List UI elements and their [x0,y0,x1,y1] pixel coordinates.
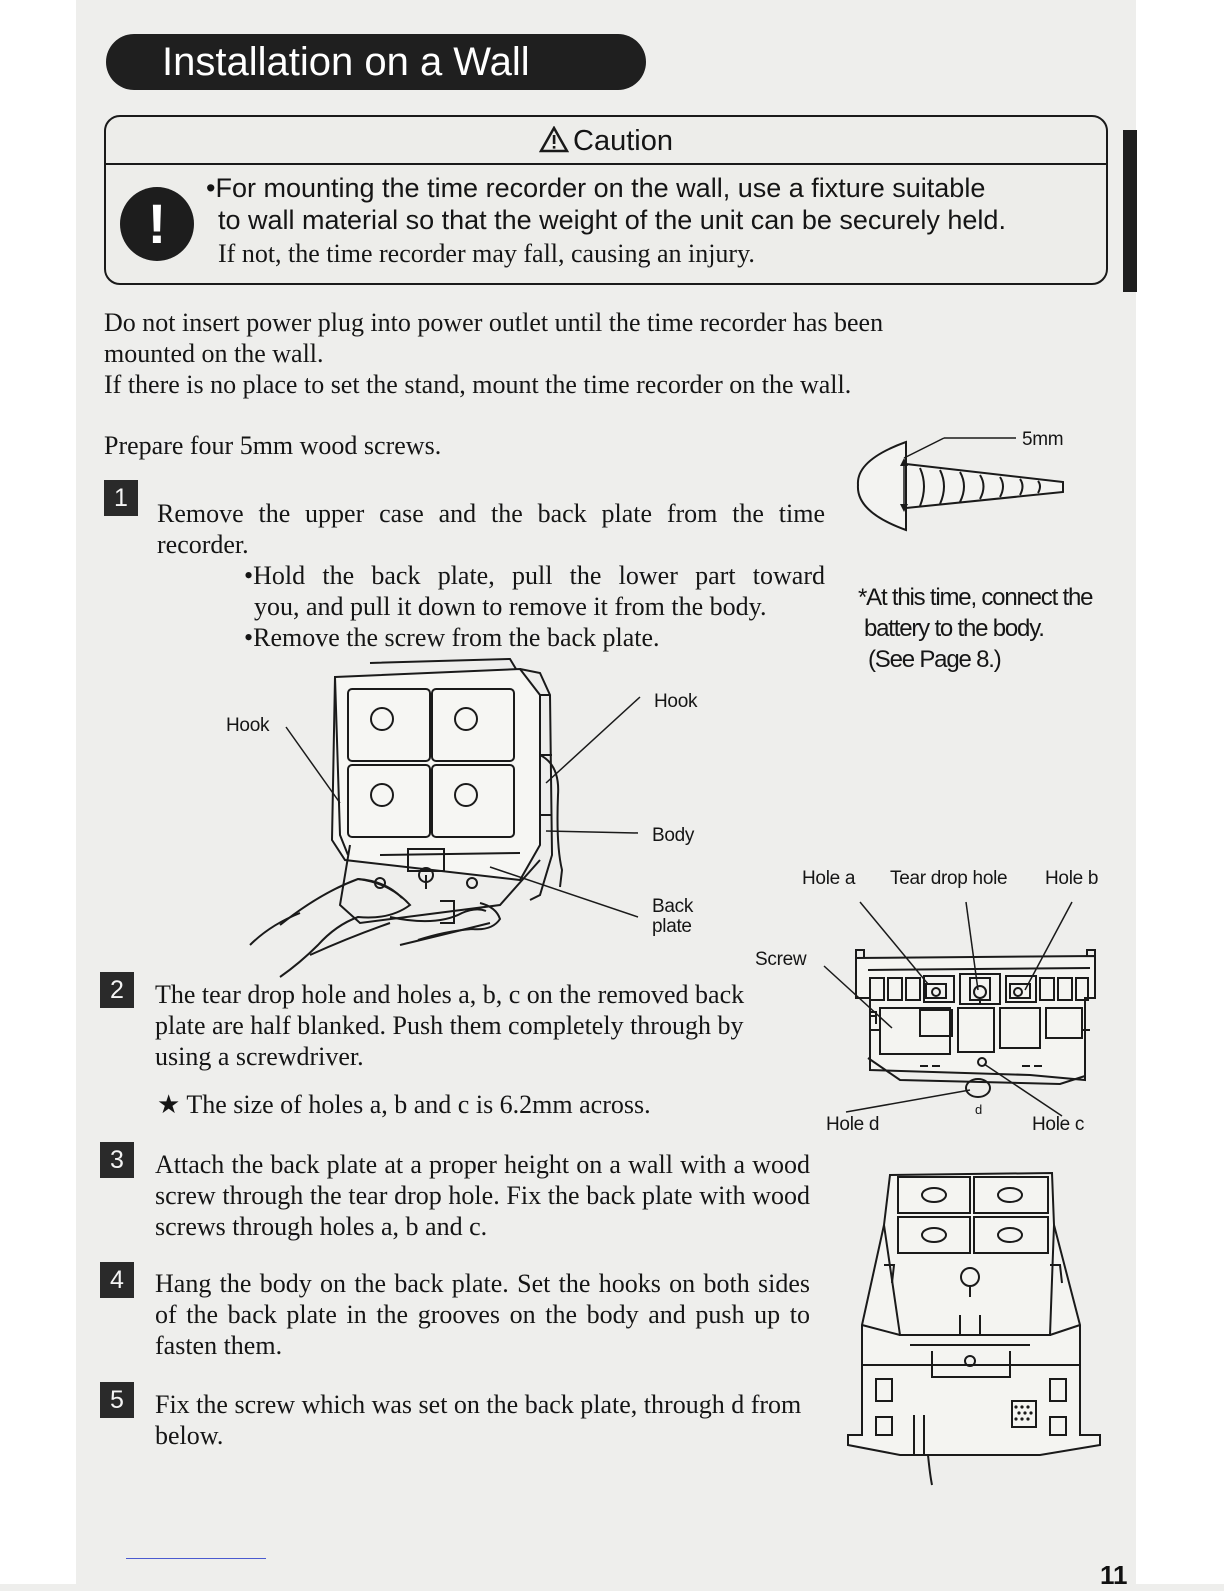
step-4-text: Hang the body on the back plate. Set the hooks on both sides of the back plate in the grooves on the body and push up to fasten them. [155,1269,810,1360]
step-1-text: Remove the upper case and the back plate from the time recorder. [157,499,825,559]
screw-dimension-label: 5mm [1022,429,1064,450]
figure1-back-plate-label-line1: Back [652,896,694,917]
caution-title: Caution [573,125,673,157]
step-1-bullet-1-line2: you, and pull it down to remove it from the body. [254,592,767,621]
figure2-hole-b-label: Hole b [1045,868,1099,889]
figure2-hole-d-label: Hole d [826,1114,880,1135]
section-thumb-tab [1123,130,1137,292]
caution-text-line1: •For mounting the time recorder on the wall, use a fixture suitable [206,173,986,203]
step-5-number: 5 [100,1382,134,1418]
warning-triangle-icon [539,126,569,153]
caution-box [104,115,1108,285]
step-5-text: Fix the screw which was set on the back plate, through d from below. [155,1390,802,1450]
caution-text-line3: If not, the time recorder may fall, causing an injury. [218,239,755,268]
caution-text-line2: to wall material so that the weight of the unit can be securely held. [218,205,1006,235]
remove-back-plate-illustration [240,655,660,975]
page-number: 11 [1100,1560,1128,1590]
figure2-screw-label: Screw [755,949,807,970]
step-3-number: 3 [100,1142,134,1178]
step-4-number: 4 [100,1262,134,1298]
figure1-back-plate-label-line2: plate [652,916,692,937]
page-title: Installation on a Wall [162,40,530,84]
step-1-note-line1: *At this time, connect the [858,584,1093,611]
intro-paragraph-1-line1: Do not insert power plug into power outlet until the time recorder has been [104,308,884,337]
page-right-margin [1136,0,1224,1584]
figure2-hole-c-label: Hole c [1032,1114,1085,1135]
step-2-note: ★ The size of holes a, b and c is 6.2mm across. [157,1090,651,1119]
step-1-note-line2: battery to the body. [864,615,1044,642]
page-left-margin [0,0,76,1584]
figure2-tear-drop-hole-label: Tear drop hole [890,868,1008,889]
step-2-text: The tear drop hole and holes a, b, c on the removed back plate are half blanked. Push them completely through by using a screwdriver. [155,980,745,1071]
figure2-d-label: d [975,1102,982,1117]
figure1-hook-right-label: Hook [654,691,698,712]
caution-header [106,117,1106,165]
intro-paragraph-1-line2: mounted on the wall. [104,339,324,368]
intro-paragraph-3: Prepare four 5mm wood screws. [104,431,442,460]
step-2-number: 2 [100,972,134,1008]
figure1-body-label: Body [652,825,695,846]
exclamation-icon: ! [120,187,194,261]
back-plate-holes-diagram [840,880,1110,1120]
step-1-bullet-1-line1: •Hold the back plate, pull the lower part toward [244,561,825,590]
figure1-hook-left-label: Hook [226,715,270,736]
step-1-number: 1 [104,480,138,516]
intro-paragraph-2: If there is no place to set the stand, mount the time recorder on the wall. [104,370,852,399]
section-title-banner [106,34,646,90]
footer-rule [126,1558,266,1559]
figure2-hole-a-label: Hole a [802,868,856,889]
step-1-note-line3: (See Page 8.) [868,646,1001,673]
step-1-bullet-2: •Remove the screw from the back plate. [244,623,660,652]
step-3-text: Attach the back plate at a proper height on a wall with a wood screw through the tear drop hole. Fix the back plate with wood screws through holes a, b and c. [155,1150,810,1241]
body-mounted-on-wall-illustration [840,1165,1105,1485]
